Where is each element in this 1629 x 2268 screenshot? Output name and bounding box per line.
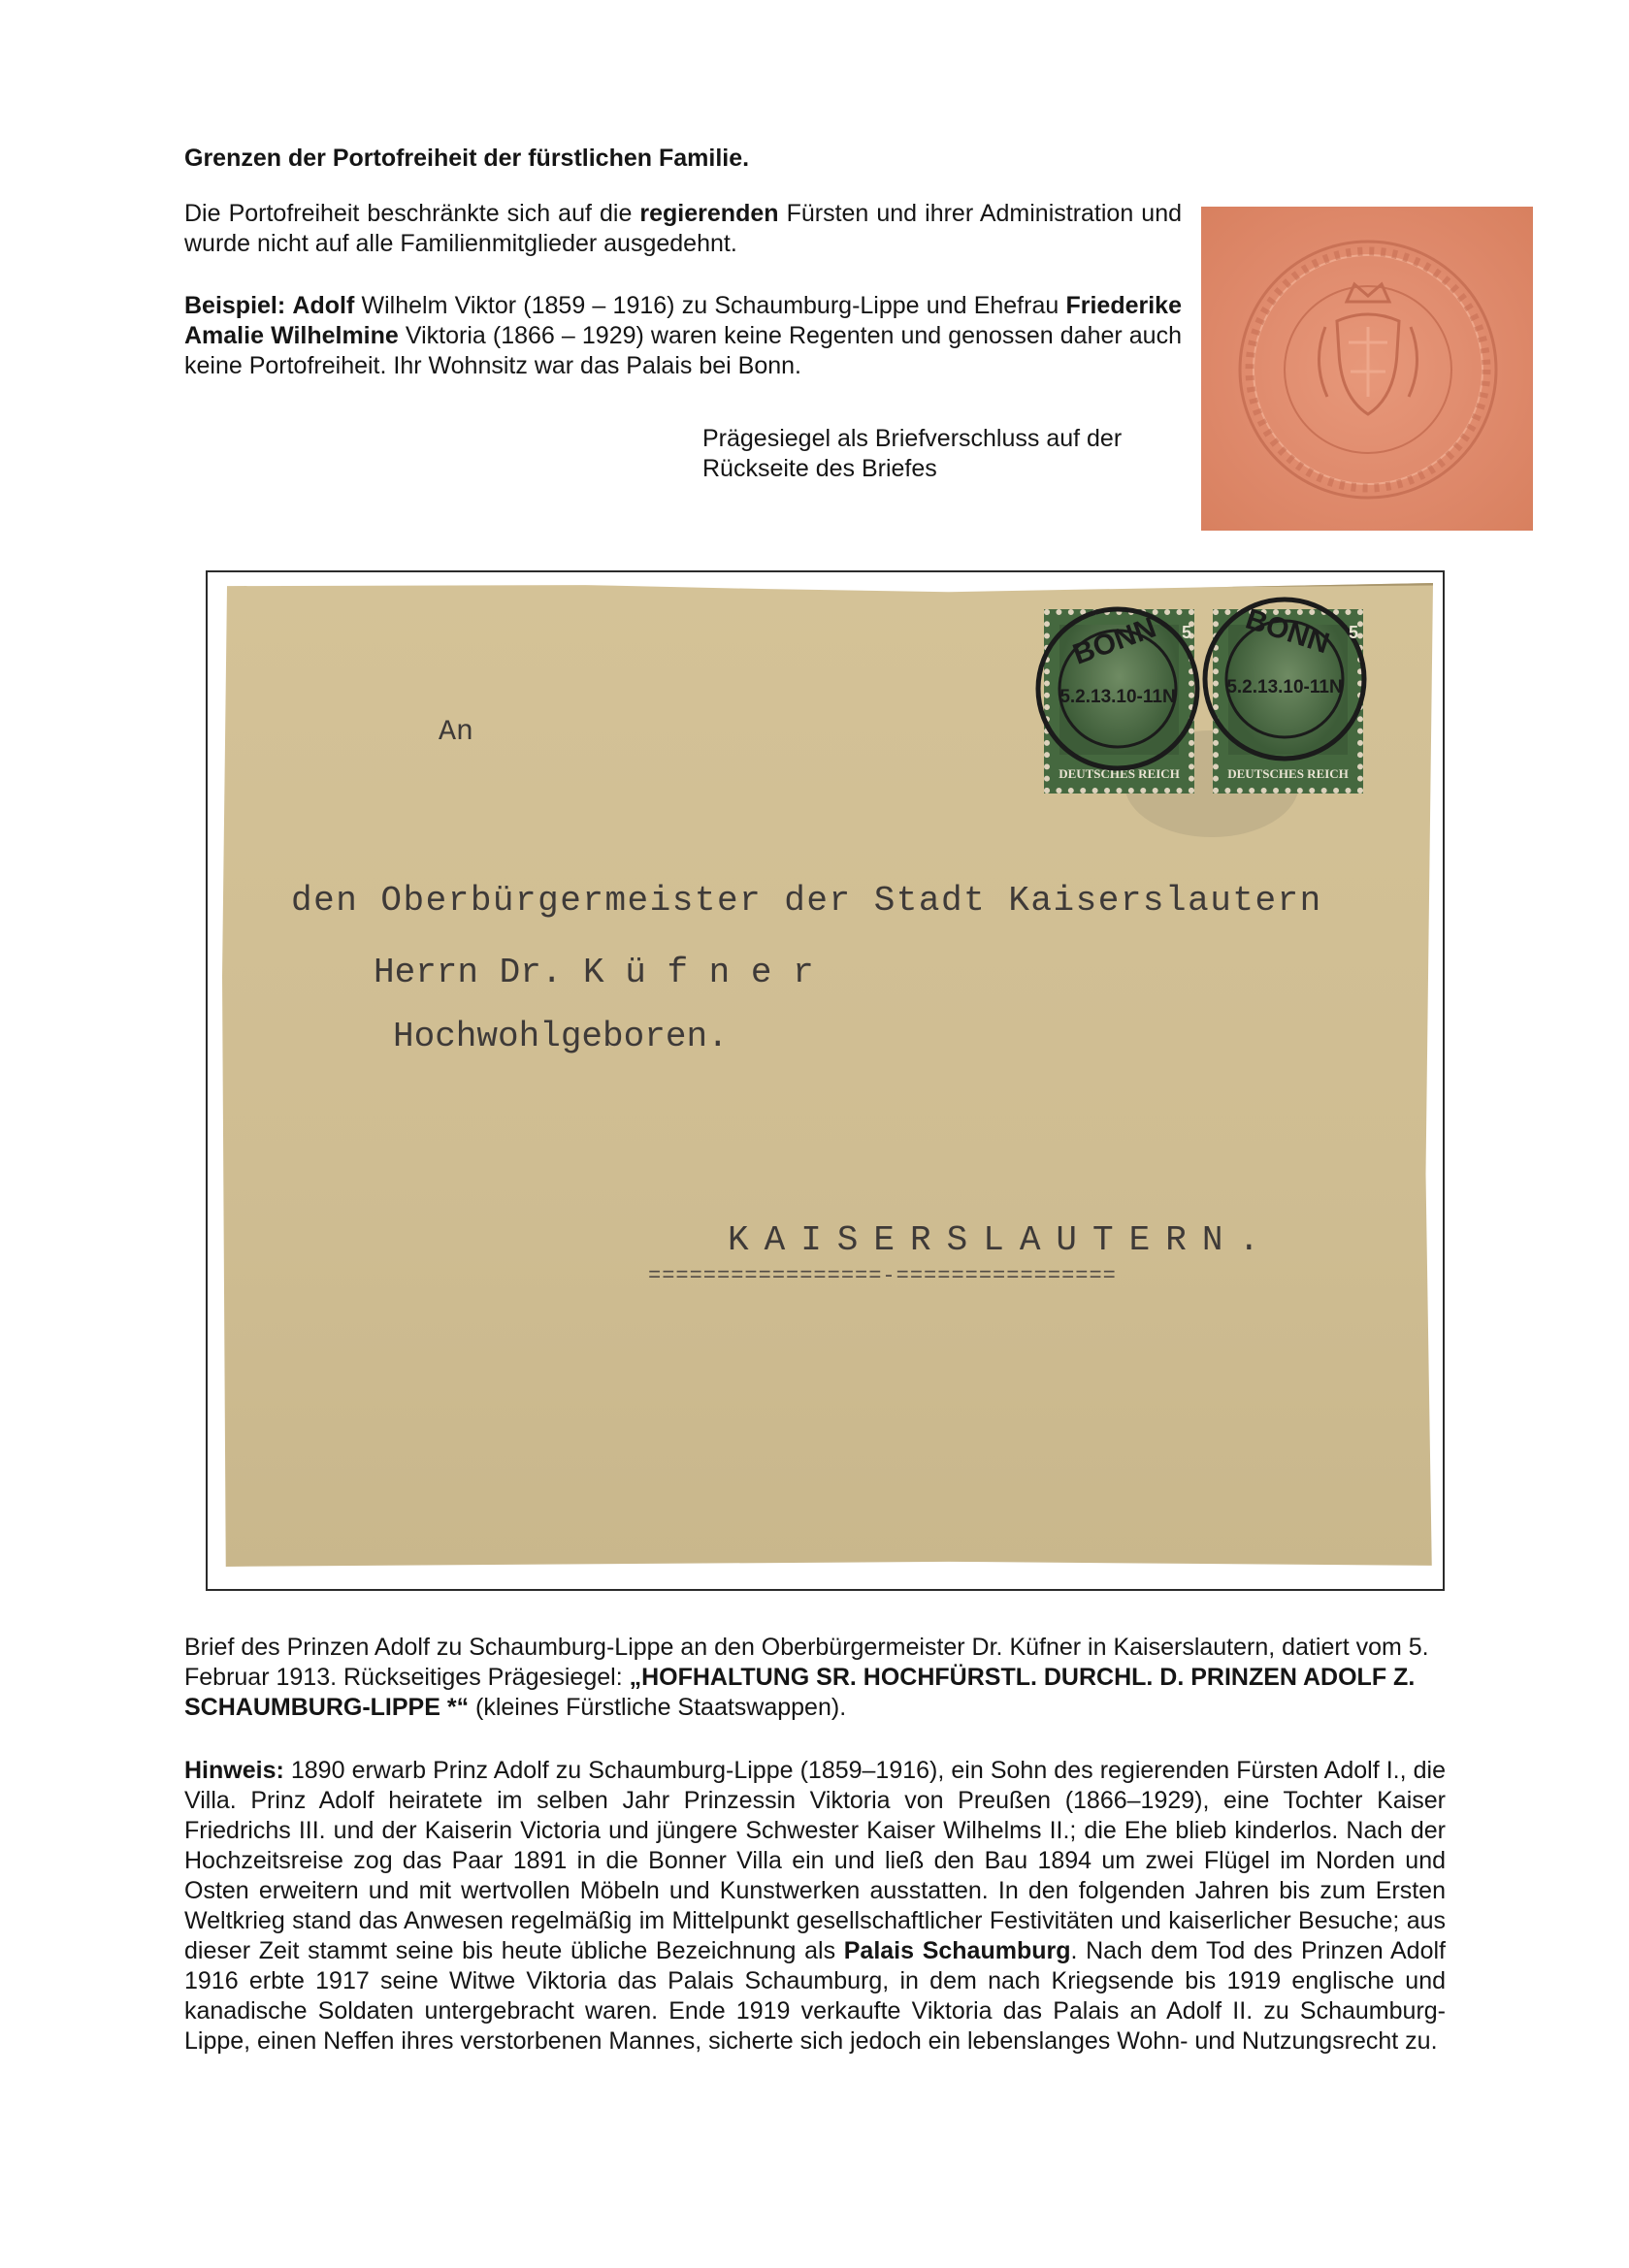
note-text-2: . Nach dem Tod des Prinzen Adolf 1916 erbte 1917 seine Witwe Viktoria das Palais Schaumburg, in dem nach Kriegsende bis 1919 englische und kanadische Soldaten untergebracht waren. Ende 1919 verkaufte Viktoria das Palais an Adolf II. zu Schaumburg-Lippe, einen Neffen ihres verstorbenen Mannes, sicherte sich jedoch ein lebenslanges Wohn- und Nutzungsrecht zu. <box>184 1937 1446 2055</box>
embossed-seal-photo <box>1201 207 1533 531</box>
example-label: Beispiel: <box>184 292 286 319</box>
embossed-seal-icon <box>1201 207 1533 531</box>
address-line-1: den Oberbürgermeister der Stadt Kaiserslautern <box>291 881 1322 921</box>
intro-paragraph <box>184 199 1182 259</box>
caption-text-2: (kleines Fürstliche Staatswappen). <box>469 1694 847 1721</box>
stamp-label-1: DEUTSCHES REICH <box>1059 766 1180 781</box>
stamp-value-1: 5 <box>1182 623 1192 642</box>
page-title: Grenzen der Portofreiheit der fürstlichen Familie. <box>184 145 750 172</box>
stamp-label-2: DEUTSCHES REICH <box>1227 766 1349 781</box>
letter-caption <box>184 1633 1446 1723</box>
example-text-2: Viktoria (1866 – 1929) waren keine Regenten und genossen daher auch keine Portofreiheit. Ihr Wohnsitz war das Palais bei Bonn. <box>184 322 1182 379</box>
address-line-3: Hochwohlgeboren. <box>393 1017 729 1056</box>
stamp-value-2: 5 <box>1349 623 1359 642</box>
intro-bold: regierenden <box>639 200 779 227</box>
postmark-date-1: 5.2.13.10-11N <box>1059 687 1176 707</box>
address-salutation: An <box>439 716 474 749</box>
note-text-1: 1890 erwarb Prinz Adolf zu Schaumburg-Lippe (1859–1916), ein Sohn des regierenden Fürsten Adolf I., die Villa. Prinz Adolf heiratete im selben Jahr Prinzessin Viktoria von Preußen (1866–1929), eine Tochter Kaiser Friedrichs III. und der Kaiserin Victoria und jüngere Schwester Kaiser Wilhelms II.; die Ehe blieb kinderlos. Nach der Hochzeitsreise zog das Paar 1891 in die Bonner Villa ein und ließ den Bau 1894 um zwei Flügel im Norden und Osten erweitern und mit wertvollen Möbeln und Kunstwerken ausstatten. In den folgenden Jahren bis zum Ersten Weltkrieg stand das Anwesen regelmäßig im Mittelpunkt gesellschaftlicher Festivitäten und kaiserlicher Besuche; aus dieser Zeit stammt seine bis heute übliche Bezeichnung als <box>184 1757 1446 1964</box>
postmarks <box>1009 584 1397 817</box>
example-name-1: Adolf <box>292 292 355 319</box>
intro-text-2: Fürsten und ihrer Administration und wurde nicht auf alle Familienmitglieder ausgedehnt. <box>184 200 1182 257</box>
example-text-1: Wilhelm Viktor (1859 – 1916) zu Schaumburg-Lippe und Ehefrau <box>354 292 1066 319</box>
address-line-2: Herrn Dr. K ü f n e r <box>374 953 814 992</box>
address-city: KAISERSLAUTERN. <box>728 1220 1276 1260</box>
example-name-2: Friederike Amalie Wilhelmine <box>184 292 1182 349</box>
note-label: Hinweis: <box>184 1757 284 1784</box>
postmark-city-2: BONN <box>1241 602 1334 661</box>
caption-text-1: Brief des Prinzen Adolf zu Schaumburg-Lippe an den Oberbürgermeister Dr. Küfner in Kaiserslautern, datiert vom 5. Februar 1913. Rückseitiges Prägesiegel: <box>184 1634 1429 1691</box>
caption-seal-inscription: „HOFHALTUNG SR. HOCHFÜRSTL. DURCHL. D. PRINZEN ADOLF Z. SCHAUMBURG-LIPPE *“ <box>184 1664 1416 1721</box>
note-bold: Palais Schaumburg <box>843 1937 1071 1964</box>
address-city-underline: =================-================ <box>648 1264 1117 1288</box>
seal-caption: Prägesiegel als Briefverschluss auf der Rückseite des Briefes <box>702 425 1123 482</box>
note-paragraph <box>184 1756 1446 2057</box>
postmark-city-1: BONN <box>1068 611 1160 671</box>
postmark-date-2: 5.2.13.10-11N <box>1226 677 1343 697</box>
example-paragraph <box>184 291 1182 381</box>
intro-text-1: Die Portofreiheit beschränkte sich auf die <box>184 200 640 227</box>
